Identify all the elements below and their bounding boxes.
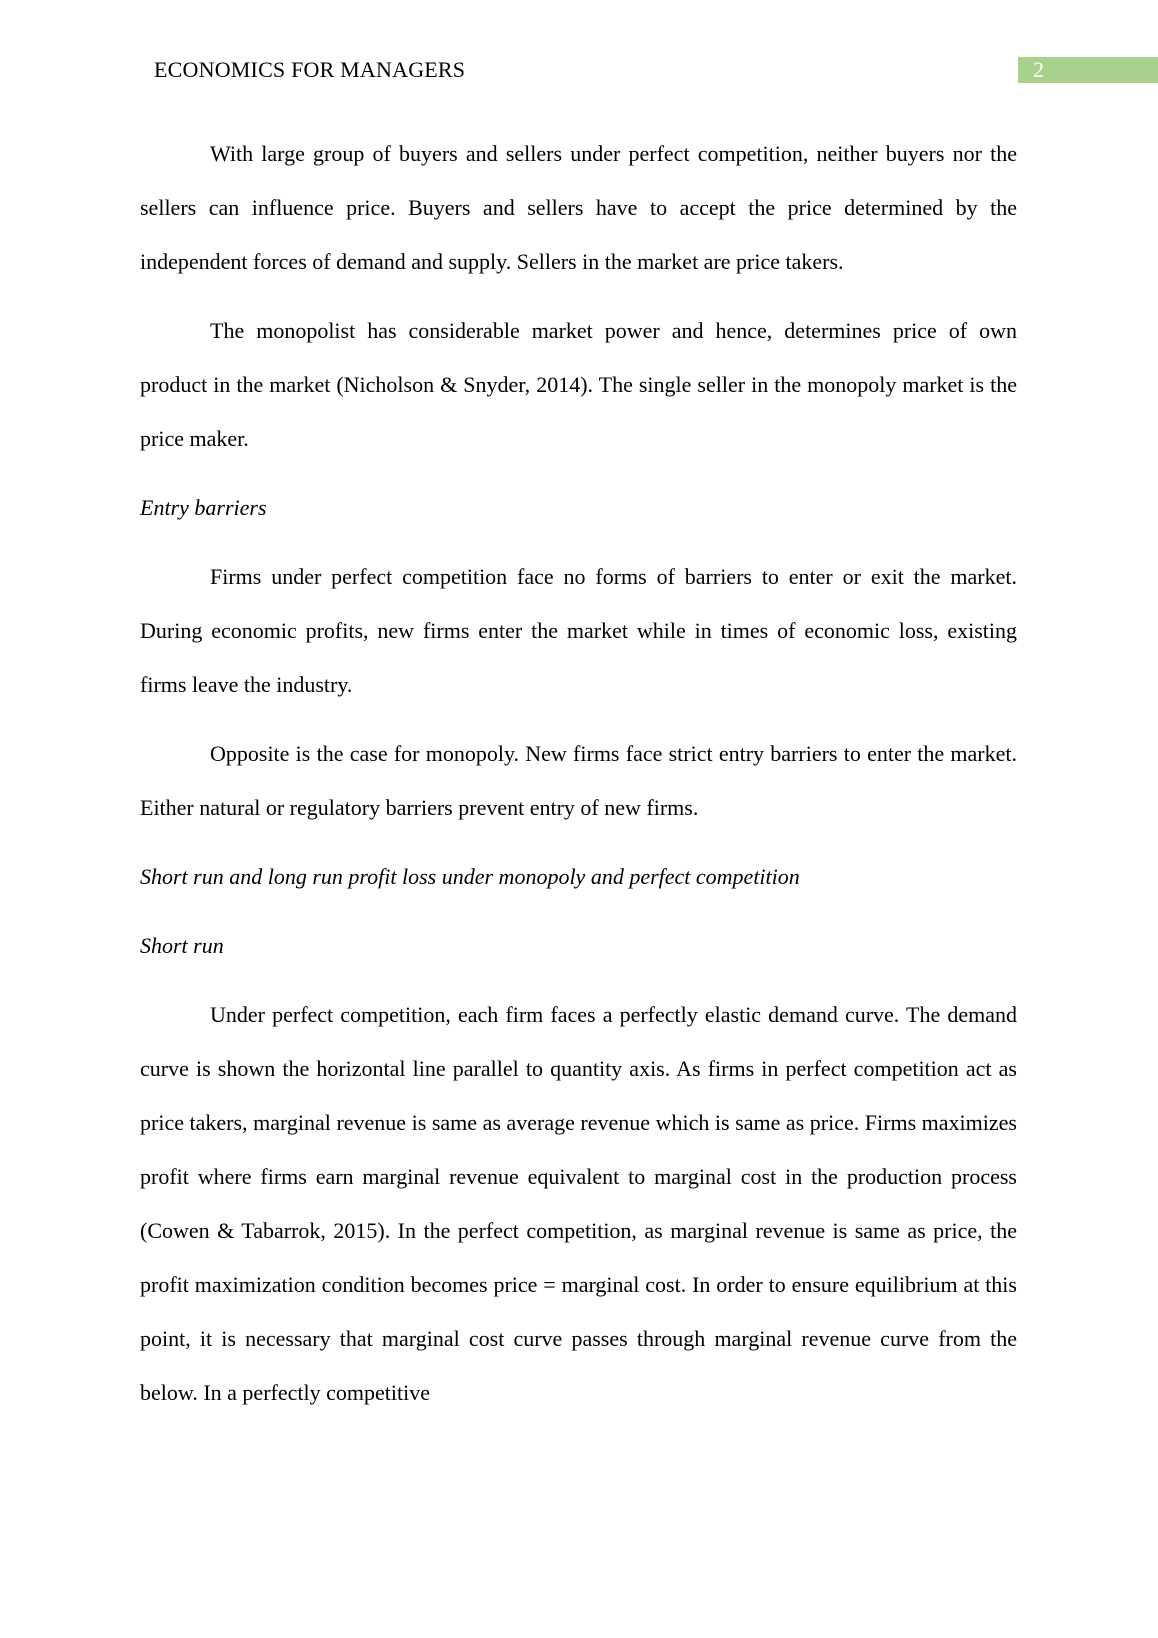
running-head: ECONOMICS FOR MANAGERS (154, 57, 466, 82)
paragraph-price-maker: The monopolist has considerable market power and hence, determines price of own product in the market (Nicholson & Snyder, 2014). The single seller in the monopoly market is the price maker. (140, 318, 1017, 451)
paragraph-monopoly-barriers: Opposite is the case for monopoly. New firms face strict entry barriers to enter the market. Either natural or regulatory barriers prevent entry of new firms. (140, 741, 1017, 820)
page-header (0, 0, 1158, 100)
paragraph-price-takers: With large group of buyers and sellers under perfect competition, neither buyers nor the sellers can influence price. Buyers and sellers have to accept the price determined by the independent forces of demand and supply. Sellers in the market are price takers. (140, 141, 1017, 274)
paragraph-short-run: Under perfect competition, each firm faces a perfectly elastic demand curve. The demand curve is shown the horizontal line parallel to quantity axis. As firms in perfect competition act as price takers, marginal revenue is same as average revenue which is same as price. Firms maximizes profit where firms earn marginal revenue equivalent to marginal cost in the production process (Cowen & Tabarrok, 2015). In the perfect competition, as marginal revenue is same as price, the profit maximization condition becomes price = marginal cost. In order to ensure equilibrium at this point, it is necessary that marginal cost curve passes through marginal revenue curve from the below. In a perfectly competitive (140, 1002, 1017, 1405)
document-body (140, 127, 1017, 1435)
paragraph-no-barriers: Firms under perfect competition face no forms of barriers to enter or exit the market. During economic profits, new firms enter the market while in times of economic loss, existing firms leave the industry. (140, 564, 1017, 697)
page-number: 2 (1033, 57, 1044, 82)
heading-profit-loss: Short run and long run profit loss under monopoly and perfect competition (140, 864, 800, 889)
heading-short-run: Short run (140, 933, 224, 958)
heading-entry-barriers: Entry barriers (140, 495, 267, 520)
page-number-badge (1018, 57, 1158, 83)
